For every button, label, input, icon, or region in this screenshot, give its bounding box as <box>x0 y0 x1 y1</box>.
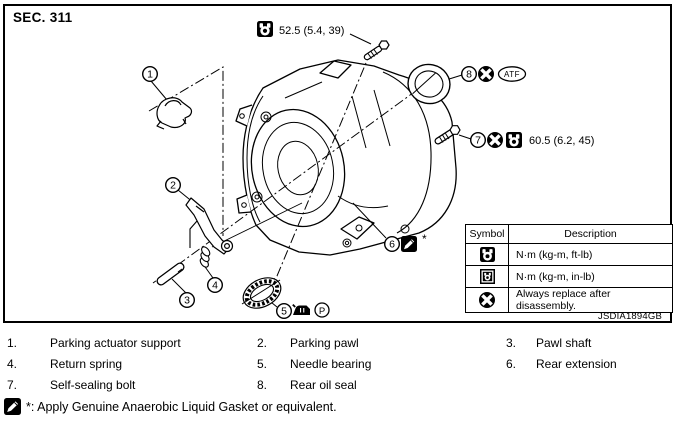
symbol-description: N·m (kg-m, ft-lb) <box>509 244 673 266</box>
part-number: 7. <box>7 377 18 392</box>
part-name: Self-sealing bolt <box>50 377 136 392</box>
callout-7: 7 <box>475 134 481 147</box>
atf-oval <box>499 67 526 81</box>
symbol-description: N·m (kg-m, in-lb) <box>509 266 673 288</box>
part-name: Pawl shaft <box>536 335 592 350</box>
always-replace-icon <box>466 292 508 308</box>
torque-label-7: 60.5 (6.2, 45) <box>529 135 595 147</box>
lubricant-icon <box>293 305 310 315</box>
torque-wrench-icon <box>257 21 273 37</box>
torque-label-top: 52.5 (5.4, 39) <box>279 25 345 37</box>
torque-wrench-inlb-icon <box>466 269 508 284</box>
callout-3: 3 <box>184 294 190 307</box>
parking-actuator-support-drawing <box>157 98 191 129</box>
always-replace-icon <box>487 132 503 148</box>
symbol-legend-table <box>465 224 673 313</box>
always-replace-icon <box>478 66 494 82</box>
part-name: Return spring <box>50 356 123 371</box>
part-name: Rear oil seal <box>290 377 357 392</box>
part-name: Parking actuator support <box>50 335 181 350</box>
parts-list <box>0 332 680 395</box>
table-row <box>466 266 673 288</box>
figure-id: JSDIA1894GB <box>598 311 662 322</box>
part-number: 8. <box>257 377 268 392</box>
section-title: SEC. 311 <box>13 10 73 25</box>
liquid-gasket-icon <box>4 398 21 415</box>
callout-8: 8 <box>466 68 472 81</box>
part-number: 3. <box>506 335 517 350</box>
torque-wrench-ftlb-icon <box>466 247 508 262</box>
symbol-column-header: Symbol <box>466 225 509 244</box>
part-number: 2. <box>257 335 268 350</box>
part-number: 6. <box>506 356 517 371</box>
callout-6: 6 <box>389 238 395 251</box>
part-name: Needle bearing <box>290 356 372 371</box>
part-number: 4. <box>7 356 18 371</box>
footnote-text: *: Apply Genuine Anaerobic Liquid Gasket or equivalent. <box>26 399 337 414</box>
petroleum-jelly-label: P <box>318 305 326 317</box>
footnote <box>4 398 337 415</box>
circled-p-symbol <box>315 303 329 317</box>
gasket-note-asterisk: * <box>422 232 427 246</box>
callout-2: 2 <box>170 179 176 192</box>
symbol-description: Always replace after disassembly. <box>509 288 673 313</box>
liquid-gasket-icon <box>401 236 417 252</box>
part-number: 1. <box>7 335 18 350</box>
table-row <box>466 288 673 313</box>
atf-label: ATF <box>503 70 521 79</box>
callout-5: 5 <box>281 305 287 318</box>
part-name: Rear extension <box>536 356 617 371</box>
part-name: Parking pawl <box>290 335 359 350</box>
table-row <box>466 244 673 266</box>
description-column-header: Description <box>509 225 673 244</box>
torque-wrench-icon <box>506 132 522 148</box>
callout-1: 1 <box>147 68 153 81</box>
part-number: 5. <box>257 356 268 371</box>
pawl-shaft-drawing <box>161 267 182 281</box>
callout-4: 4 <box>212 279 218 292</box>
